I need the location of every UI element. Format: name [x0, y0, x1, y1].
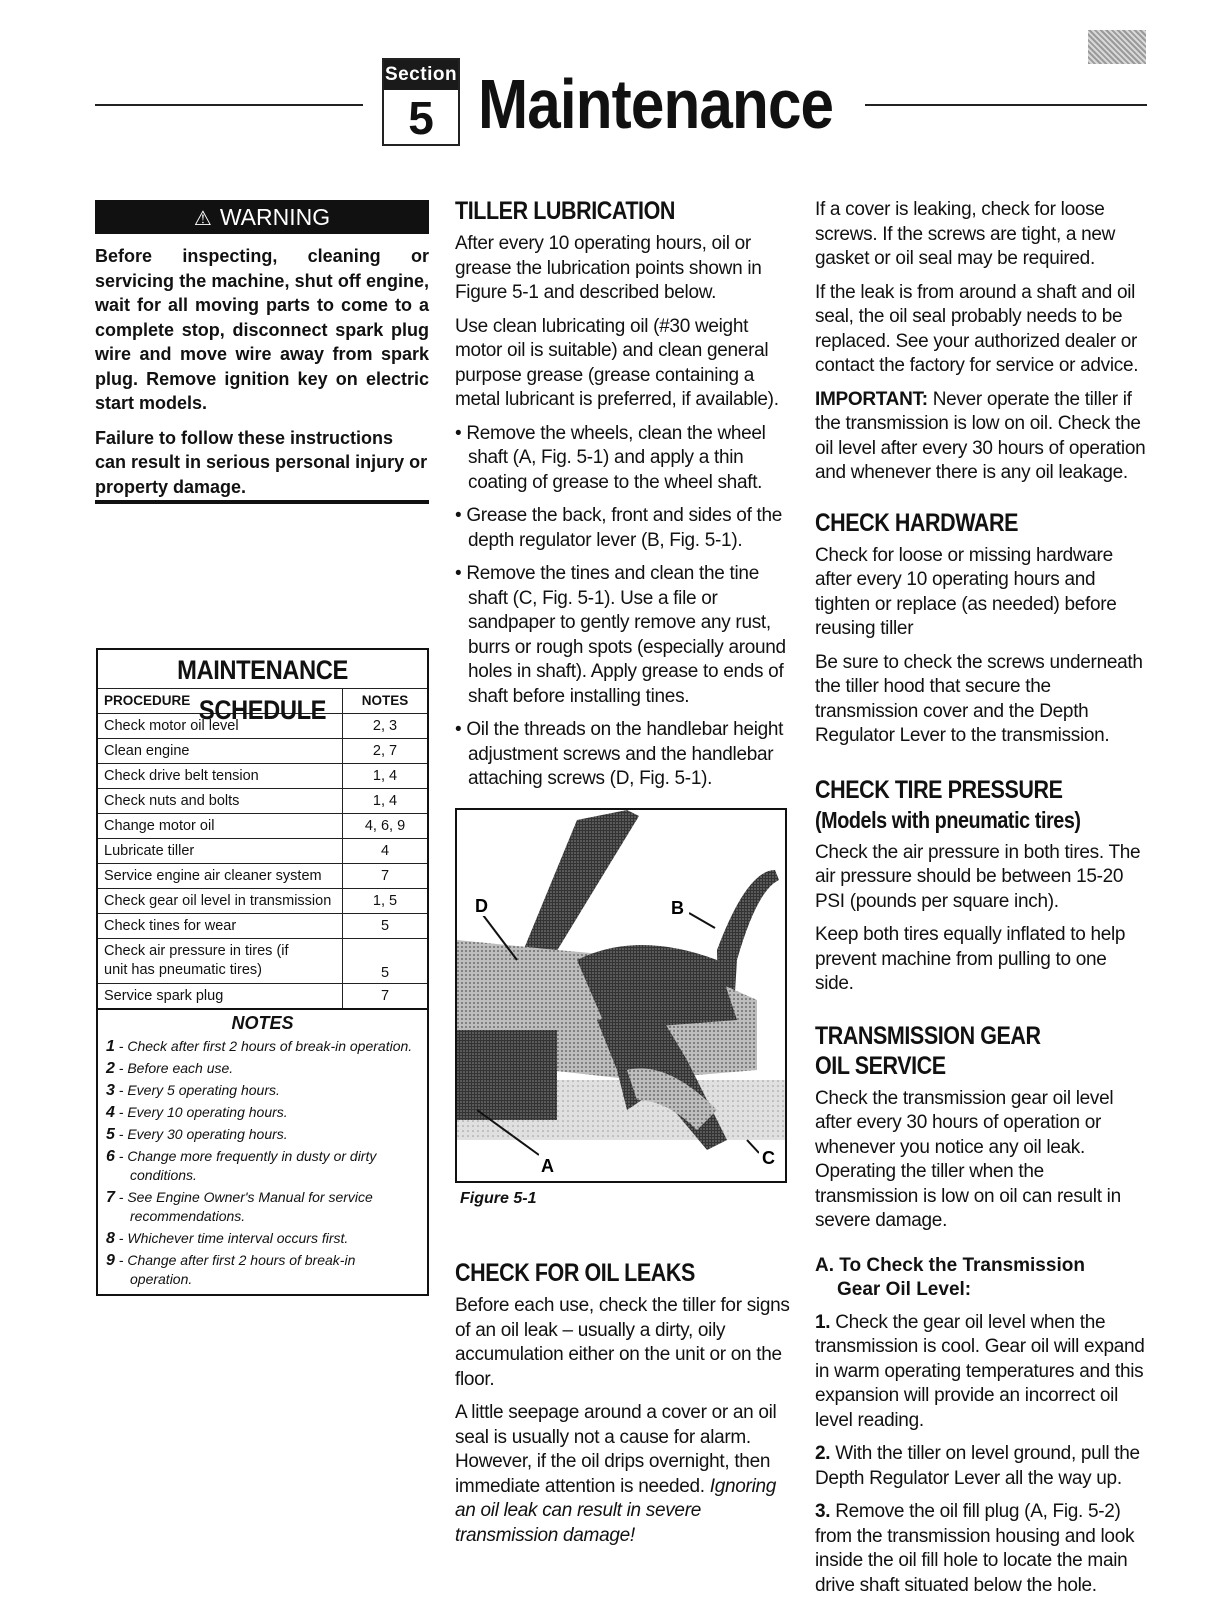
notes-cell: 4 [343, 839, 428, 864]
procedure-cell: Check drive belt tension [98, 764, 343, 789]
important-label: IMPORTANT: [815, 388, 928, 410]
body-paragraph: After every 10 operating hours, oil or grease the lubrication points shown in Figure 5-1 and described below. [455, 233, 762, 303]
section-heading-line-2: OIL SERVICE [815, 1051, 946, 1080]
section-number: 5 [408, 92, 434, 144]
table-row [98, 984, 427, 1009]
notes-cell: 7 [343, 864, 428, 889]
note-item: 2 - Before each use. [106, 1060, 234, 1077]
table-row [98, 764, 427, 789]
important-paragraph: IMPORTANT: Never operate the tiller if the transmission is low on oil. Check the oil level after every 30 hours of operation and whenever there is any oil leakage. [815, 388, 1146, 483]
note-item: 5 - Every 30 operating hours. [106, 1126, 288, 1143]
column-header-procedure: PROCEDURE [98, 689, 343, 714]
bullet-item: • Remove the tines and clean the tine shaft (C, Fig. 5-1). Use a file or sandpaper to gently remove any rust, burrs or rough spots (especially around holes in shaft). Apply grease to ends of shaft before installing tines. [455, 563, 786, 707]
notes-list [98, 1037, 427, 1289]
schedule-title: MAINTENANCE SCHEDULE [177, 655, 348, 725]
notes-cell: 1, 4 [343, 764, 428, 789]
body-paragraph: Use clean lubricating oil (#30 weight motor oil is suitable) and clean general purpose grease (grease containing a metal lubricant is preferred, if available). [455, 315, 779, 410]
table-row [98, 739, 427, 764]
warning-label: WARNING [219, 204, 331, 230]
bullet-item: • Remove the wheels, clean the wheel shaft (A, Fig. 5-1) and apply a thin coating of grease to the wheel shaft. [455, 422, 766, 493]
header-rule-left [95, 104, 363, 106]
section-heading: CHECK HARDWARE [815, 508, 1019, 537]
column-header-notes: NOTES [343, 689, 428, 714]
corner-tab-marker [1088, 30, 1146, 64]
section-heading: CHECK FOR OIL LEAKS [455, 1259, 695, 1287]
warning-rule [95, 500, 429, 504]
procedure-cell: Change motor oil [98, 814, 343, 839]
section-heading: TRANSMISSION GEAR [815, 1021, 1041, 1050]
subsection-heading: A. To Check the Transmission [815, 1254, 1085, 1276]
oil-leaks-section [455, 1258, 790, 1557]
table-row [98, 914, 427, 939]
section-subheading: (Models with pneumatic tires) [815, 806, 1081, 833]
body-paragraph: If a cover is leaking, check for loose screws. If the screws are tight, a new gasket or oil seal may be required. [815, 199, 1116, 269]
figure-label-c: C [762, 1148, 775, 1168]
body-paragraph: If the leak is from around a shaft and oil seal, the oil seal probably needs to be replaced. See your authorized dealer or contact the factory for service or advice. [815, 281, 1139, 376]
table-row [98, 839, 427, 864]
notes-cell: 5 [343, 914, 428, 939]
tiller-lubrication-section [455, 196, 790, 801]
warning-text [95, 244, 429, 509]
section-heading: CHECK TIRE PRESSURE [815, 775, 1063, 804]
notes-cell: 2, 3 [343, 714, 428, 739]
body-paragraph: Keep both tires equally inflated to help prevent machine from pulling to one side. [815, 924, 1126, 994]
right-column [815, 198, 1150, 1607]
procedure-cell: Lubricate tiller [98, 839, 343, 864]
table-row [98, 939, 427, 984]
page-title: Maintenance [478, 65, 834, 143]
procedure-cell: Clean engine [98, 739, 343, 764]
step-item: 3. Remove the oil fill plug (A, Fig. 5-2) from the transmission housing and look inside the oil fill hole to locate the main drive shaft situated below the hole. [815, 1501, 1135, 1596]
procedure-cell: Service spark plug [98, 984, 343, 1009]
notes-cell: 4, 6, 9 [343, 814, 428, 839]
procedure-cell: Check gear oil level in transmission [98, 889, 343, 914]
table-row [98, 889, 427, 914]
warning-banner [95, 200, 429, 234]
step-item: 2. With the tiller on level ground, pull the Depth Regulator Lever all the way up. [815, 1443, 1140, 1489]
warning-paragraph-1: Before inspecting, cleaning or servicing the machine, shut off engine, wait for all moving parts to come to a complete stop, disconnect spark plug wire and move wire away from spark plug. Remove ignition key on electric start models. [95, 246, 429, 413]
figure-5-1 [455, 808, 787, 1183]
header-rule-right [865, 104, 1147, 106]
warning-paragraph-2: Failure to follow these instructions can result in serious personal injury or property damage. [95, 427, 428, 497]
figure-label-a: A [541, 1156, 554, 1176]
note-item: 7 - See Engine Owner's Manual for service recommendations. [106, 1189, 373, 1224]
figure-label-d: D [475, 896, 488, 916]
table-row [98, 814, 427, 839]
oil-leak-warning-italic: Ignoring an oil leak can result in severe transmission damage! [455, 1475, 777, 1546]
procedure-cell: Check nuts and bolts [98, 789, 343, 814]
notes-cell: 5 [343, 939, 428, 984]
table-row [98, 789, 427, 814]
step-item: 1. Check the gear oil level when the transmission is cool. Gear oil will expand in warm operating temperatures and this expansion will provide an incorrect oil level reading. [815, 1311, 1145, 1431]
section-label: Section [384, 60, 458, 90]
figure-caption: Figure 5-1 [460, 1190, 537, 1207]
note-item: 8 - Whichever time interval occurs first. [106, 1230, 349, 1247]
tiller-illustration [457, 810, 785, 1181]
note-item: 4 - Every 10 operating hours. [106, 1104, 288, 1121]
notes-heading: NOTES [98, 1008, 427, 1037]
body-paragraph: Check the transmission gear oil level after every 30 hours of operation or whenever you notice any oil leak. Operating the tiller when the transmission is low on oil can result in severe damage. [815, 1087, 1121, 1231]
maintenance-schedule-table [96, 648, 429, 1296]
procedure-cell: Check tines for wear [98, 914, 343, 939]
notes-cell: 1, 5 [343, 889, 428, 914]
notes-cell: 2, 7 [343, 739, 428, 764]
subsection-heading-line-2: Gear Oil Level: [837, 1279, 972, 1300]
procedure-cell: Check motor oil level [98, 714, 343, 739]
procedure-cell: Check air pressure in tires (if unit has pneumatic tires) [98, 939, 343, 984]
notes-cell: 7 [343, 984, 428, 1009]
procedure-cell: Service engine air cleaner system [98, 864, 343, 889]
bullet-item: • Oil the threads on the handlebar height adjustment screws and the handlebar attaching screws (D, Fig. 5-1). [455, 719, 784, 789]
notes-cell: 1, 4 [343, 789, 428, 814]
body-paragraph: A little seepage around a cover or an oil seal is usually not a cause for alarm. However, if the oil drips overnight, then immediate attention is needed. Ignoring an oil leak can result in severe transmission damage! [455, 1402, 777, 1546]
section-badge [382, 58, 460, 146]
table-row [98, 864, 427, 889]
body-paragraph: Check the air pressure in both tires. The air pressure should be between 15-20 PSI (pounds per square inch). [815, 841, 1141, 912]
body-paragraph: Check for loose or missing hardware after every 10 operating hours and tighten or replace (as needed) before reusing tiller [815, 544, 1117, 639]
figure-label-b: B [671, 898, 684, 918]
note-item: 6 - Change more frequently in dusty or dirty conditions. [106, 1148, 377, 1183]
note-item: 9 - Change after first 2 hours of break-in operation. [106, 1252, 356, 1287]
note-item: 1 - Check after first 2 hours of break-in operation. [106, 1038, 413, 1055]
warning-triangle-icon: ⚠ [193, 208, 212, 230]
bullet-item: • Grease the back, front and sides of the depth regulator lever (B, Fig. 5-1). [455, 505, 783, 551]
body-paragraph: Before each use, check the tiller for signs of an oil leak – usually a dirty, oily accumulation either on the unit or on the floor. [455, 1295, 790, 1390]
section-heading: TILLER LUBRICATION [455, 197, 675, 225]
note-item: 3 - Every 5 operating hours. [106, 1082, 280, 1099]
body-paragraph: Be sure to check the screws underneath the tiller hood that secure the transmission cover and the Depth Regulator Lever to the transmission. [815, 651, 1143, 746]
